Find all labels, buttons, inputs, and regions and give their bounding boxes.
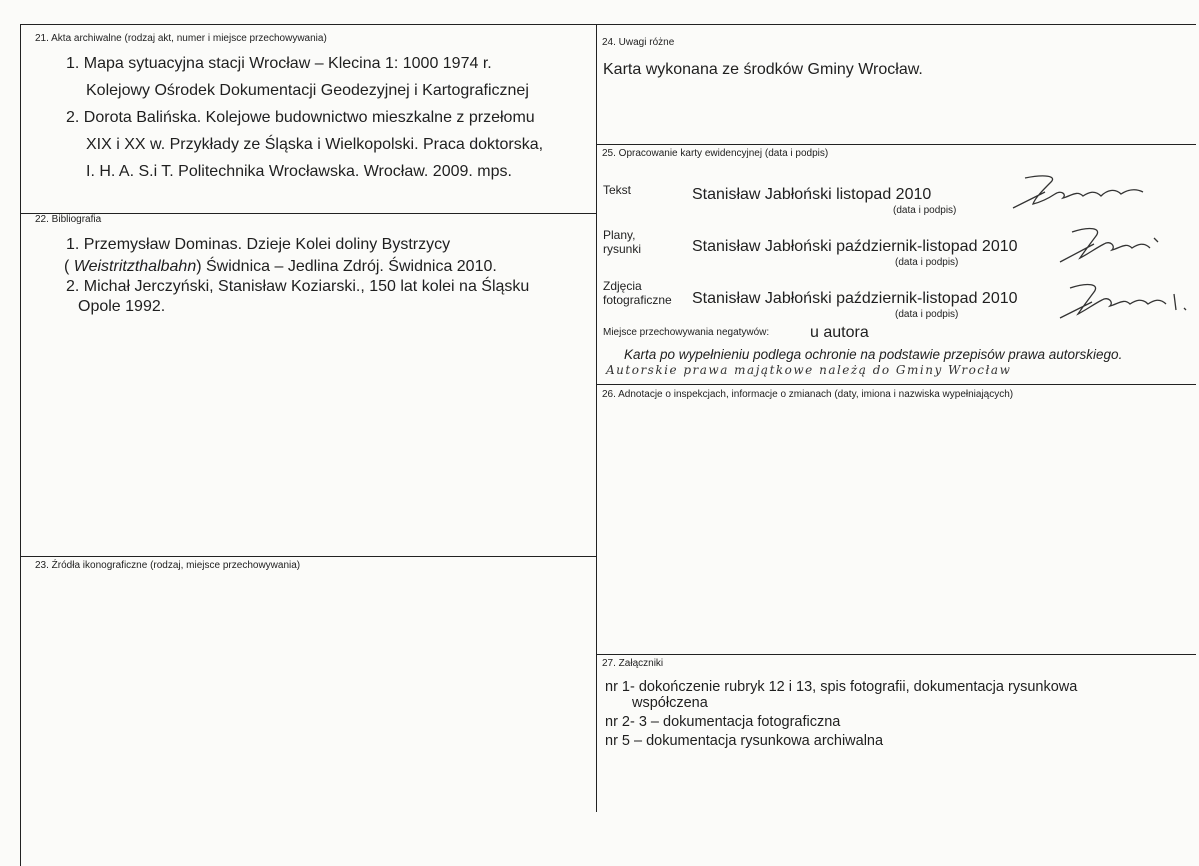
s27-item-1: nr 1- dokończenie rubryk 12 i 13, spis fotografii, dokumentacja rysunkowa (605, 679, 1078, 695)
s27-item-2: nr 2- 3 – dokumentacja fotograficzna (605, 714, 841, 730)
divider-21-22 (20, 213, 596, 214)
item-1-rest: ) Świdnica – Jedlina Zdrój. Świdnica 2010. (196, 258, 497, 275)
s22-item-1-line-2 (64, 257, 497, 276)
s27-item-1-cont: współczena (632, 695, 708, 711)
section-21-label: 21. Akta archiwalne (rodzaj akt, numer i miejsce przechowywania) (35, 33, 327, 44)
s22-item-1-line-1: 1. Przemysław Dominas. Dzieje Kolei doliny Bystrzycy (66, 236, 451, 253)
row-text-label: Tekst (603, 183, 632, 197)
divider-25-26 (596, 384, 1196, 385)
divider-24-25 (596, 144, 1196, 145)
row-plans-value: Stanisław Jabłoński październik-listopad 2010 (692, 238, 1018, 255)
section-23-label: 23. Źródła ikonograficzne (rodzaj, miejsce przechowywania) (35, 560, 301, 571)
section-24-label: 24. Uwagi różne (602, 37, 675, 48)
section-22-label: 22. Bibliografia (35, 214, 102, 225)
signature-2 (1050, 218, 1165, 268)
row-photos-label-1: Zdjęcia (603, 279, 642, 293)
divider-26-27 (596, 654, 1196, 655)
s21-item-2-line-3: I. H. A. S.i T. Politechnika Wrocławska. Wrocław. 2009. mps. (86, 163, 512, 180)
s22-item-2-line-1: 2. Michał Jerczyński, Stanisław Koziarski., 150 lat kolei na Śląsku (66, 278, 530, 295)
row-plans-label-1: Plany, (603, 228, 636, 242)
divider-22-23 (20, 556, 596, 557)
negatives-label: Miejsce przechowywania negatywów: (603, 327, 770, 338)
s21-item-2-line-1: 2. Dorota Balińska. Kolejowe budownictwo mieszkalne z przełomu (66, 109, 535, 126)
row-text-note: (data i podpis) (893, 205, 957, 216)
row-photos-label-2: fotograficzne (603, 293, 672, 307)
s22-item-2-line-2: Opole 1992. (78, 298, 166, 315)
row-plans-note: (data i podpis) (895, 257, 959, 268)
s21-item-1-line-1: 1. Mapa sytuacyjna stacji Wrocław – Klecina 1: 1000 1974 r. (66, 55, 492, 72)
signature-3 (1050, 272, 1195, 322)
negatives-value: u autora (810, 324, 869, 341)
row-photos-value: Stanisław Jabłoński październik-listopad 2010 (692, 290, 1018, 307)
paren-open: ( (64, 258, 74, 275)
italic-title: Weistritzthalbahn (73, 258, 197, 275)
section-26-label: 26. Adnotacje o inspekcjach, informacje o zmianach (daty, imiona i nazwiska wypełniających) (602, 389, 1014, 400)
s21-item-2-line-2: XIX i XX w. Przykłady ze Śląska i Wielkopolski. Praca doktorska, (86, 136, 544, 153)
section-27-label: 27. Załączniki (602, 658, 664, 669)
row-photos-note: (data i podpis) (895, 309, 959, 320)
row-text-value: Stanisław Jabłoński listopad 2010 (692, 186, 932, 203)
row-plans-label-2: rysunki (603, 242, 642, 256)
copyright-note: Karta po wypełnieniu podlega ochronie na podstawie przepisów prawa autorskiego. (624, 347, 1123, 362)
s24-text: Karta wykonana ze środków Gminy Wrocław. (603, 61, 923, 78)
s27-item-3: nr 5 – dokumentacja rysunkowa archiwalna (605, 733, 884, 749)
s21-item-1-line-2: Kolejowy Ośrodek Dokumentacji Geodezyjnej i Kartograficznej (86, 82, 529, 99)
section-25-label: 25. Opracowanie karty ewidencyjnej (data i podpis) (602, 148, 829, 159)
signature-1 (1005, 168, 1155, 216)
handwritten-rights-note: Autorskie prawa majątkowe należą do Gminy Wrocław (606, 363, 1012, 377)
column-divider (596, 24, 597, 812)
